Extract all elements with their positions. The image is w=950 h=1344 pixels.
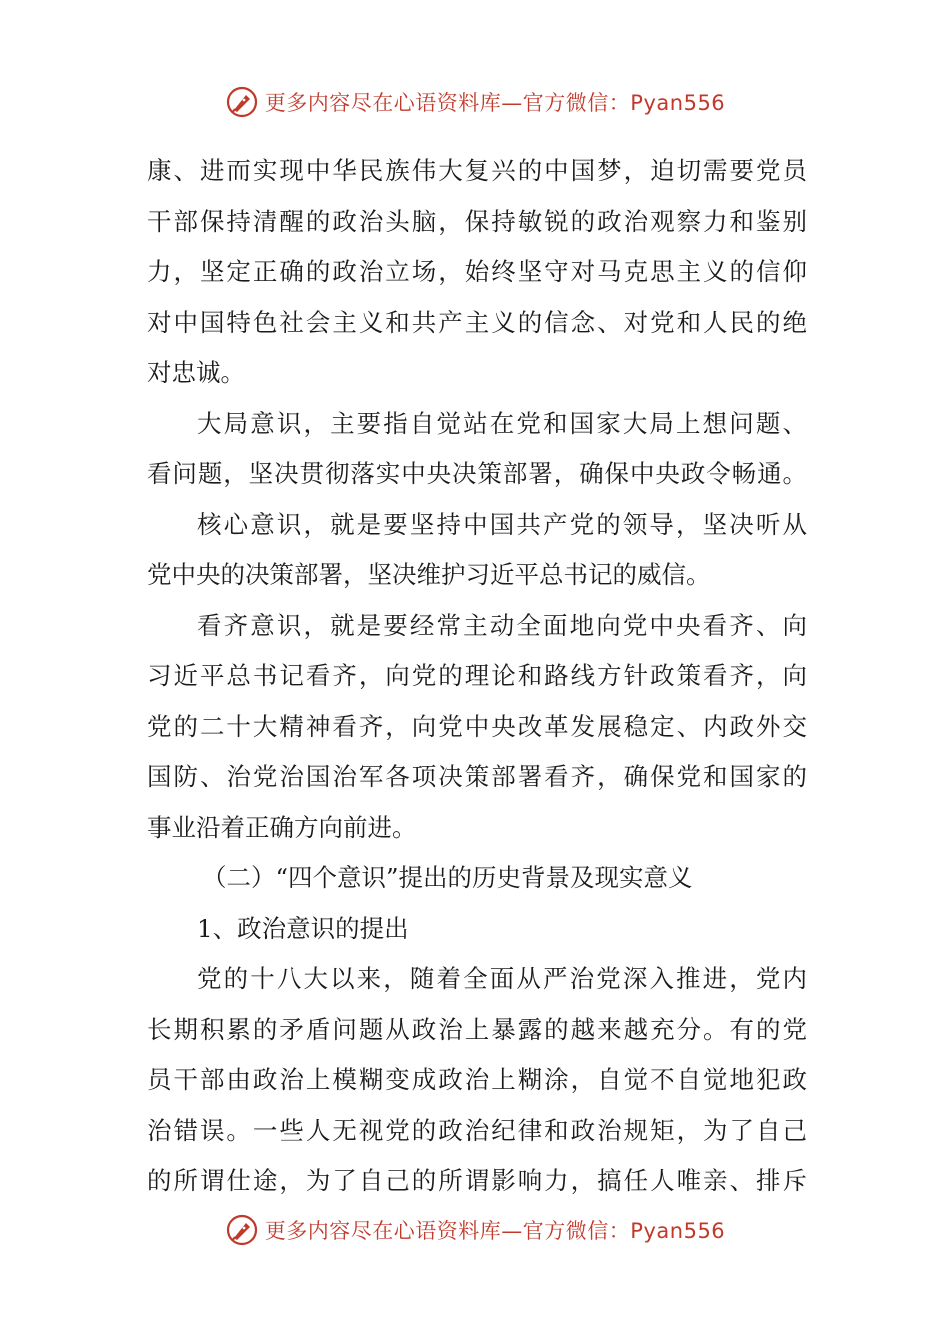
subsection-heading: 1、政治意识的提出 — [197, 913, 409, 943]
body-line: 员干部由政治上模糊变成政治上糊涂，自觉不自觉地犯政 — [147, 1065, 807, 1094]
body-line: 干部保持清醒的政治头脑，保持敏锐的政治观察力和鉴别 — [147, 206, 807, 236]
body-line: 国防、治党治国治军各项决策部署看齐，确保党和国家的 — [147, 762, 807, 791]
footer-banner-text: 更多内容尽在心语资料库—官方微信：Pyan556 — [264, 1219, 726, 1243]
document-body — [147, 146, 807, 1207]
body-line: 对忠诚。 — [147, 358, 245, 387]
body-line: 党的二十大精神看齐，向党中央改革发展稳定、内政外交 — [147, 711, 807, 741]
body-line: 党的十八大以来，随着全面从严治党深入推进，党内 — [197, 964, 807, 993]
header-banner-text: 更多内容尽在心语资料库—官方微信：Pyan556 — [264, 91, 726, 115]
pen-nib-logo-icon — [225, 1213, 259, 1247]
body-line: 大局意识，主要指自觉站在党和国家大局上想问题、 — [197, 408, 807, 438]
header-banner — [0, 82, 950, 122]
body-line: 治错误。一些人无视党的政治纪律和政治规矩，为了自己 — [147, 1115, 807, 1145]
body-line: 长期积累的矛盾问题从政治上暴露的越来越充分。有的党 — [147, 1014, 807, 1044]
pen-nib-logo-icon — [225, 85, 259, 119]
footer-banner — [0, 1210, 950, 1250]
body-line: 核心意识，就是要坚持中国共产党的领导，坚决听从 — [197, 509, 807, 539]
body-line: 对中国特色社会主义和共产主义的信念、对党和人民的绝 — [147, 307, 807, 337]
body-line: 事业沿着正确方向前进。 — [147, 812, 417, 842]
body-line: 党中央的决策部署，坚决维护习近平总书记的威信。 — [147, 560, 711, 589]
body-line: 力，坚定正确的政治立场，始终坚守对马克思主义的信仰 — [147, 257, 807, 286]
body-line: 看齐意识，就是要经常主动全面地向党中央看齐、向 — [197, 610, 807, 640]
body-line: 的所谓仕途，为了自己的所谓影响力，搞任人唯亲、排斥 — [147, 1166, 807, 1195]
body-line: 康、进而实现中华民族伟大复兴的中国梦，迫切需要党员 — [147, 156, 807, 185]
body-line: 看问题，坚决贯彻落实中央决策部署，确保中央政令畅通。 — [147, 459, 807, 488]
section-heading: （二）“四个意识”提出的历史背景及现实意义 — [202, 863, 693, 892]
body-line: 习近平总书记看齐，向党的理论和路线方针政策看齐，向 — [147, 661, 807, 690]
